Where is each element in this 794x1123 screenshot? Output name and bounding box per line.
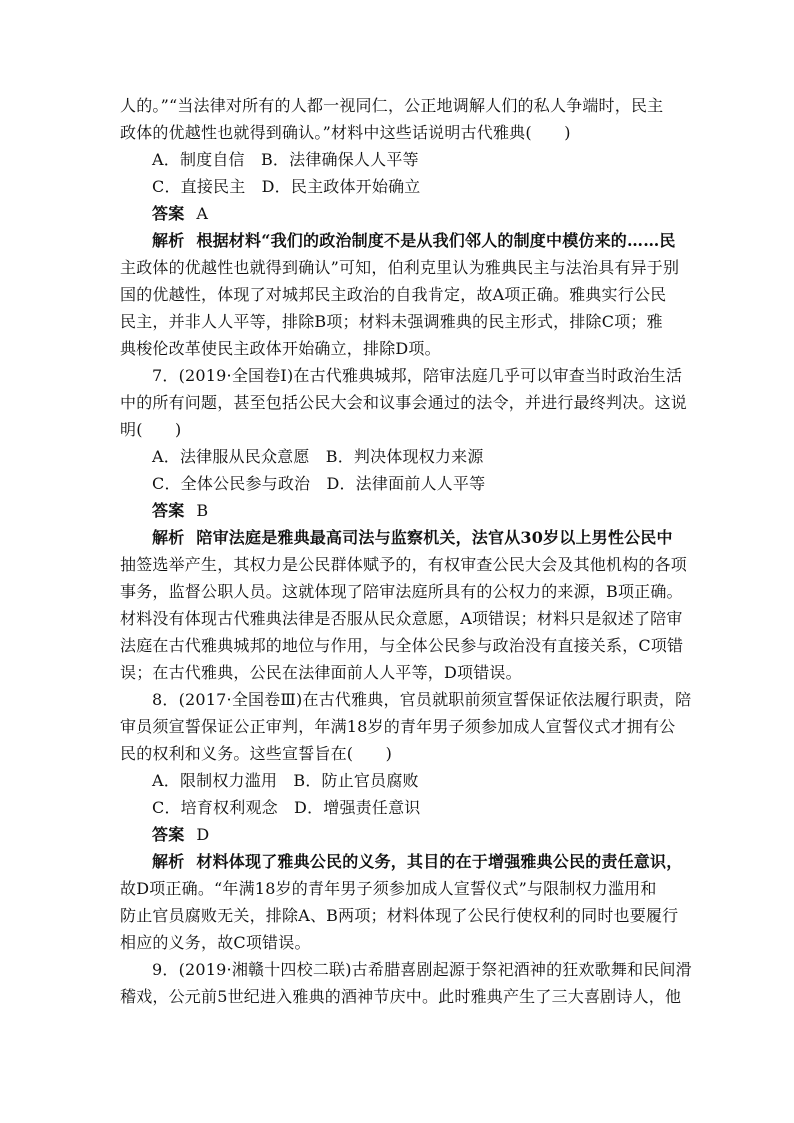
text-line — [120, 767, 680, 794]
line-text: 故D项正确。“年满18岁的青年男子须参加成人宣誓仪式”与限制权力滥用和 — [120, 879, 657, 898]
analysis-line — [120, 848, 683, 875]
line-text: 防止官员腐败无关，排除A、B两项；材料体现了公民行使权利的同时也要履行 — [120, 906, 679, 925]
line-text: A．法律服从民众意愿 B．判决体现权力来源 — [152, 447, 484, 466]
text-line — [120, 983, 680, 1010]
line-text: C．培育权利观念 D．增强责任意识 — [152, 798, 421, 817]
line-text: 政体的优越性也就得到确认。”材料中这些话说明古代雅典( ) — [120, 123, 571, 142]
analysis-line — [120, 524, 680, 551]
answer-line — [120, 497, 680, 524]
answer-line — [120, 200, 680, 227]
text-line — [120, 875, 680, 902]
text-line — [120, 902, 680, 929]
line-text: 中的所有问题，甚至包括公民大会和议事会通过的法令，并进行最终判决。这说 — [120, 393, 688, 412]
line-text: B — [196, 501, 209, 520]
line-text: 民主，并非人人平等，排除B项；材料未强调雅典的民主形式，排除C项；雅 — [120, 312, 663, 331]
text-line — [120, 335, 680, 362]
text-line — [120, 119, 680, 146]
line-text: 稽戏，公元前5世纪进入雅典的酒神节庆中。此时雅典产生了三大喜剧诗人，他 — [120, 987, 682, 1006]
line-text: 根据材料“我们的政治制度不是从我们邻人的制度中模仿来的……民 — [196, 231, 676, 250]
text-line — [120, 416, 680, 443]
text-line — [120, 173, 680, 200]
text-line — [120, 686, 692, 713]
text-line — [120, 470, 680, 497]
line-text: A．限制权力滥用 B．防止官员腐败 — [152, 771, 419, 790]
answer-label: 答案 — [152, 501, 185, 520]
line-text: A — [196, 204, 209, 223]
line-text: 民的权利和义务。这些宣誓旨在( ) — [120, 744, 393, 763]
text-line — [120, 362, 683, 389]
text-line — [120, 281, 680, 308]
line-text: 相应的义务，故C项错误。 — [120, 933, 311, 952]
page-content — [120, 92, 692, 1010]
text-line — [120, 632, 684, 659]
text-line — [120, 254, 680, 281]
analysis-line — [120, 227, 680, 254]
line-text: C．直接民主 D．民主政体开始确立 — [152, 177, 421, 196]
text-line — [120, 578, 683, 605]
line-text: 材料体现了雅典公民的义务，其目的在于增强雅典公民的责任意识， — [196, 852, 683, 871]
analysis-label: 解析 — [152, 528, 185, 547]
answer-label: 答案 — [152, 825, 185, 844]
line-text: 事务，监督公职人员。这就体现了陪审法庭所具有的公权力的来源，B项正确。 — [120, 582, 683, 601]
text-line — [120, 389, 688, 416]
text-line — [120, 308, 680, 335]
answer-label: 答案 — [152, 204, 185, 223]
line-text: 7．(2019·全国卷Ⅰ)在古代雅典城邦，陪审法庭几乎可以审查当时政治生活 — [152, 366, 683, 385]
line-text: 典梭伦改革使民主政体开始确立，排除D项。 — [120, 339, 441, 358]
line-text: D — [196, 825, 210, 844]
line-text: 抽签选举产生，其权力是公民群体赋予的，有权审查公民大会及其他机构的各项 — [120, 555, 688, 574]
line-text: A．制度自信 B．法律确保人人平等 — [152, 150, 419, 169]
text-line — [120, 740, 680, 767]
text-line — [120, 929, 680, 956]
line-text: 人的。”“当法律对所有的人都一视同仁，公正地调解人们的私人争端时，民主 — [120, 96, 664, 115]
line-text: 8．(2017·全国卷Ⅲ)在古代雅典，官员就职前须宣誓保证依法履行职责，陪 — [152, 690, 692, 709]
text-line — [120, 443, 680, 470]
text-line — [120, 605, 683, 632]
answer-line — [120, 821, 680, 848]
line-text: C．全体公民参与政治 D．法律面前人人平等 — [152, 474, 486, 493]
analysis-label: 解析 — [152, 231, 185, 250]
line-text: 材料没有体现古代雅典法律是否服从民众意愿，A项错误；材料只是叙述了陪审 — [120, 609, 683, 628]
text-line — [120, 713, 680, 740]
line-text: 审员须宣誓保证公正审判，年满18岁的青年男子须参加成人宣誓仪式才拥有公 — [120, 717, 676, 736]
text-line — [120, 92, 680, 119]
text-line — [120, 146, 680, 173]
text-line — [120, 956, 692, 983]
text-line — [120, 794, 680, 821]
line-text: 主政体的优越性也就得到确认”可知，伯利克里认为雅典民主与法治具有异于别 — [120, 258, 680, 277]
line-text: 误；在古代雅典，公民在法律面前人人平等，D项错误。 — [120, 663, 522, 682]
line-text: 9．(2019·湘赣十四校二联)古希腊喜剧起源于祭祀酒神的狂欢歌舞和民间滑 — [152, 960, 692, 979]
line-text: 陪审法庭是雅典最高司法与监察机关，法官从30岁以上男性公民中 — [196, 528, 673, 547]
analysis-label: 解析 — [152, 852, 185, 871]
text-line — [120, 551, 688, 578]
line-text: 法庭在古代雅典城邦的地位与作用，与全体公民参与政治没有直接关系，C项错 — [120, 636, 684, 655]
line-text: 明( ) — [120, 420, 182, 439]
line-text: 国的优越性，体现了对城邦民主政治的自我肯定，故A项正确。雅典实行公民 — [120, 285, 667, 304]
text-line — [120, 659, 680, 686]
